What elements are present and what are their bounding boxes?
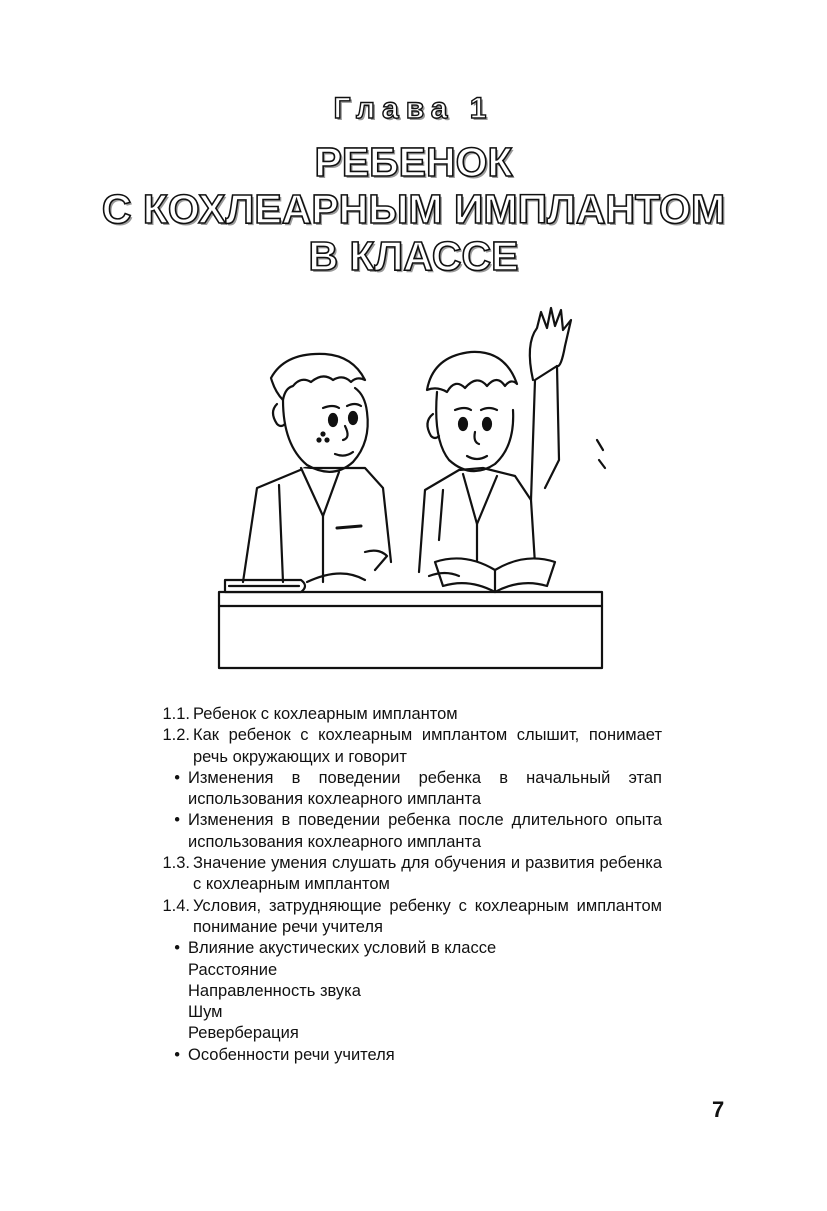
chapter-title-line-2: С КОХЛЕАРНЫМ ИМПЛАНТОМ [101, 186, 726, 232]
toc-bullet-1-4-b [150, 1045, 662, 1066]
toc-bullet-text: Изменения в поведении ребенка после длительного опыта использования кохлеарного импланта [188, 811, 662, 851]
toc-subitem: Расстояние [188, 960, 278, 979]
toc-bullet-text: Влияние акустических условий в классе [188, 939, 497, 958]
table-of-contents [150, 704, 662, 1066]
chapter-label: Глава 1 [333, 92, 494, 125]
bullet-icon: • [174, 939, 180, 958]
toc-bullet-1-4-a [150, 938, 662, 959]
toc-item-number: 1.2. [162, 726, 190, 745]
schoolboys-at-desk-illustration [215, 300, 610, 672]
page-number: 7 [712, 1097, 725, 1122]
bullet-icon: • [174, 1045, 180, 1064]
toc-subitem: Направленность звука [188, 981, 361, 1000]
bullet-icon: • [174, 768, 180, 787]
toc-item-1-3 [150, 853, 662, 896]
toc-item-1-4 [150, 896, 662, 939]
toc-item-text: Как ребенок с кохлеарным имплантом слышит, понимает речь окружающих и говорит [193, 726, 662, 766]
chapter-title-line-1: РЕБЕНОК [314, 139, 513, 185]
toc-item-1-2 [150, 725, 662, 768]
chapter-title-line-3: В КЛАССЕ [308, 233, 519, 279]
toc-subitem: Шум [188, 1003, 223, 1022]
toc-bullet-1-2-a [150, 768, 662, 811]
toc-item-number: 1.3. [162, 854, 190, 873]
bullet-icon: • [174, 811, 180, 830]
toc-item-text: Значение умения слушать для обучения и развития ребенка с кохлеарным имплантом [193, 854, 662, 894]
toc-bullet-text: Изменения в поведении ребенка в начальный этап использования кохлеарного импланта [188, 768, 662, 809]
toc-bullet-text: Особенности речи учителя [188, 1045, 395, 1064]
toc-item-number: 1.4. [162, 896, 190, 915]
toc-subitem: Реверберация [188, 1024, 299, 1043]
toc-item-text: Условия, затрудняющие ребенку с кохлеарным имплантом понимание речи учителя [193, 896, 662, 936]
toc-item-1-1 [150, 704, 662, 725]
toc-item-text: Ребенок с кохлеарным имплантом [193, 705, 458, 723]
toc-item-number: 1.1. [162, 705, 190, 723]
toc-bullet-1-2-b [150, 810, 662, 853]
